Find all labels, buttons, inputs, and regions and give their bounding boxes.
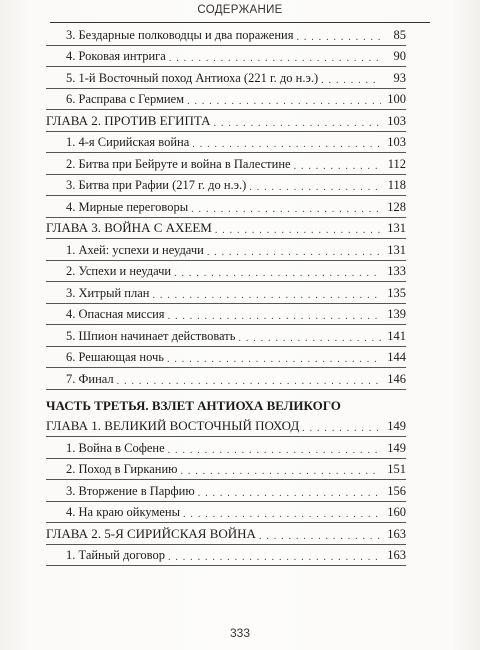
- toc-title: 5. 1-й Восточный поход Антиоха (221 г. до н.э.): [66, 70, 319, 85]
- toc-title: 1. Ахей: успехи и неудачи: [66, 242, 204, 257]
- dot-leader: [207, 248, 381, 258]
- toc-entry-row: [46, 24, 406, 46]
- toc-page-number: 163: [387, 548, 406, 562]
- dot-leader: [169, 54, 381, 64]
- toc-page-number: 90: [393, 49, 406, 63]
- toc-title: 1. 4-я Сирийская война: [66, 135, 190, 149]
- dot-leader: [117, 377, 381, 387]
- toc-entry-row: [46, 132, 406, 154]
- dot-leader: [192, 140, 381, 150]
- dot-leader: [168, 553, 381, 563]
- toc-title: 4. Мирные переговоры: [66, 199, 189, 214]
- toc-title: 3. Вторжение в Парфию: [66, 483, 195, 498]
- toc-page-number: 163: [387, 526, 406, 541]
- dot-leader: [215, 226, 381, 236]
- toc-entry-row: [46, 153, 406, 175]
- dot-leader: [321, 76, 381, 86]
- toc-page-number: 146: [387, 371, 406, 386]
- toc-entry-row: [46, 437, 406, 459]
- toc-page-number: 160: [387, 505, 406, 519]
- toc-title: 7. Финал: [66, 371, 114, 386]
- toc-chapter-row: [46, 523, 406, 545]
- toc-entry-row: [46, 67, 406, 89]
- toc-entry-row: [46, 347, 406, 369]
- toc-title: 4. На краю ойкумены: [66, 505, 181, 519]
- toc-chapter-row: [46, 110, 406, 132]
- toc-title: 2. Поход в Гирканию: [66, 462, 178, 476]
- dot-leader: [296, 33, 381, 43]
- toc-entry-row: [46, 282, 406, 304]
- dot-leader: [168, 312, 381, 322]
- dot-leader: [302, 424, 381, 434]
- running-header: СОДЕРЖАНИЕ: [197, 4, 283, 16]
- toc-entry-row: [46, 175, 406, 197]
- toc-title: 5. Шпион начинает действовать: [66, 328, 236, 343]
- toc-title: 2. Битва при Бейруте и война в Палестине: [66, 156, 291, 171]
- toc-entry-row: [46, 502, 406, 524]
- toc-entry-row: [46, 304, 406, 326]
- toc-page-number: 149: [387, 440, 406, 455]
- toc-title: ГЛАВА 3. ВОЙНА С АХЕЕМ: [46, 220, 212, 235]
- toc-entry-row: [46, 196, 406, 218]
- toc-page-number: 139: [387, 307, 406, 321]
- toc-page-number: 144: [387, 350, 406, 364]
- toc-page-number: 149: [387, 419, 406, 433]
- toc-page-number: 85: [393, 27, 406, 42]
- dot-leader: [180, 467, 381, 477]
- toc-title: 4. Роковая интрига: [66, 49, 166, 63]
- dot-leader: [249, 183, 381, 193]
- toc-title: 3. Битва при Рафии (217 г. до н.э.): [66, 178, 247, 192]
- dot-leader: [238, 334, 381, 344]
- header-rule: [50, 22, 430, 23]
- toc-entry-row: [46, 325, 406, 347]
- toc-page-number: 112: [387, 156, 406, 171]
- toc-title: ГЛАВА 1. ВЕЛИКИЙ ВОСТОЧНЫЙ ПОХОД: [46, 418, 300, 433]
- dot-leader: [191, 205, 381, 215]
- dot-leader: [168, 446, 381, 456]
- dot-leader: [214, 119, 381, 129]
- toc-page-number: 103: [387, 113, 406, 128]
- toc-title: 6. Расправа с Гермием: [66, 92, 185, 106]
- toc-title: ГЛАВА 2. 5-Я СИРИЙСКАЯ ВОЙНА: [46, 525, 256, 541]
- toc-chapter-row: [46, 416, 406, 438]
- toc-entry-row: [46, 368, 406, 390]
- toc-page-number: 100: [387, 92, 406, 106]
- toc-title: 3. Хитрый план: [66, 285, 150, 300]
- toc-page-number: 141: [387, 328, 406, 343]
- dot-leader: [198, 489, 381, 499]
- toc-title: 1. Война в Софене: [66, 440, 165, 455]
- dot-leader: [294, 162, 381, 172]
- page-number: 333: [229, 626, 251, 640]
- toc-page-number: 131: [387, 221, 406, 235]
- toc-title: ЧАСТЬ ТРЕТЬЯ. ВЗЛЕТ АНТИОХА ВЕЛИКОГО: [46, 397, 341, 413]
- toc-entry-row: [46, 46, 406, 68]
- toc-entry-row: [46, 89, 406, 111]
- table-of-contents: [46, 24, 406, 566]
- toc-part-heading: [46, 390, 406, 416]
- toc-chapter-row: [46, 218, 406, 240]
- toc-page-number: 128: [387, 199, 406, 214]
- toc-entry-row: [46, 459, 406, 481]
- dot-leader: [187, 97, 381, 107]
- toc-page-number: 156: [387, 483, 406, 498]
- toc-page-number: 118: [387, 178, 406, 192]
- toc-title: 2. Успехи и неудачи: [66, 264, 172, 278]
- toc-page-number: 133: [387, 264, 406, 278]
- toc-title: 3. Бездарные полководцы и два поражения: [66, 27, 294, 42]
- toc-entry-row: [46, 480, 406, 502]
- dot-leader: [174, 269, 381, 279]
- toc-title: ГЛАВА 2. ПРОТИВ ЕГИПТА: [46, 112, 211, 128]
- toc-page-number: 151: [387, 462, 406, 476]
- dot-leader: [152, 291, 381, 301]
- dot-leader: [167, 355, 381, 365]
- toc-title: 4. Опасная миссия: [66, 307, 165, 321]
- toc-page-number: 93: [393, 70, 406, 85]
- toc-entry-row: [46, 545, 406, 567]
- toc-entry-row: [46, 239, 406, 261]
- dot-leader: [183, 510, 381, 520]
- toc-page-number: 131: [387, 242, 406, 257]
- toc-page-number: 103: [387, 135, 406, 149]
- toc-title: 6. Решающая ночь: [66, 350, 164, 364]
- toc-entry-row: [46, 261, 406, 283]
- toc-title: 1. Тайный договор: [66, 548, 165, 562]
- toc-page-number: 135: [387, 285, 406, 300]
- dot-leader: [259, 532, 381, 542]
